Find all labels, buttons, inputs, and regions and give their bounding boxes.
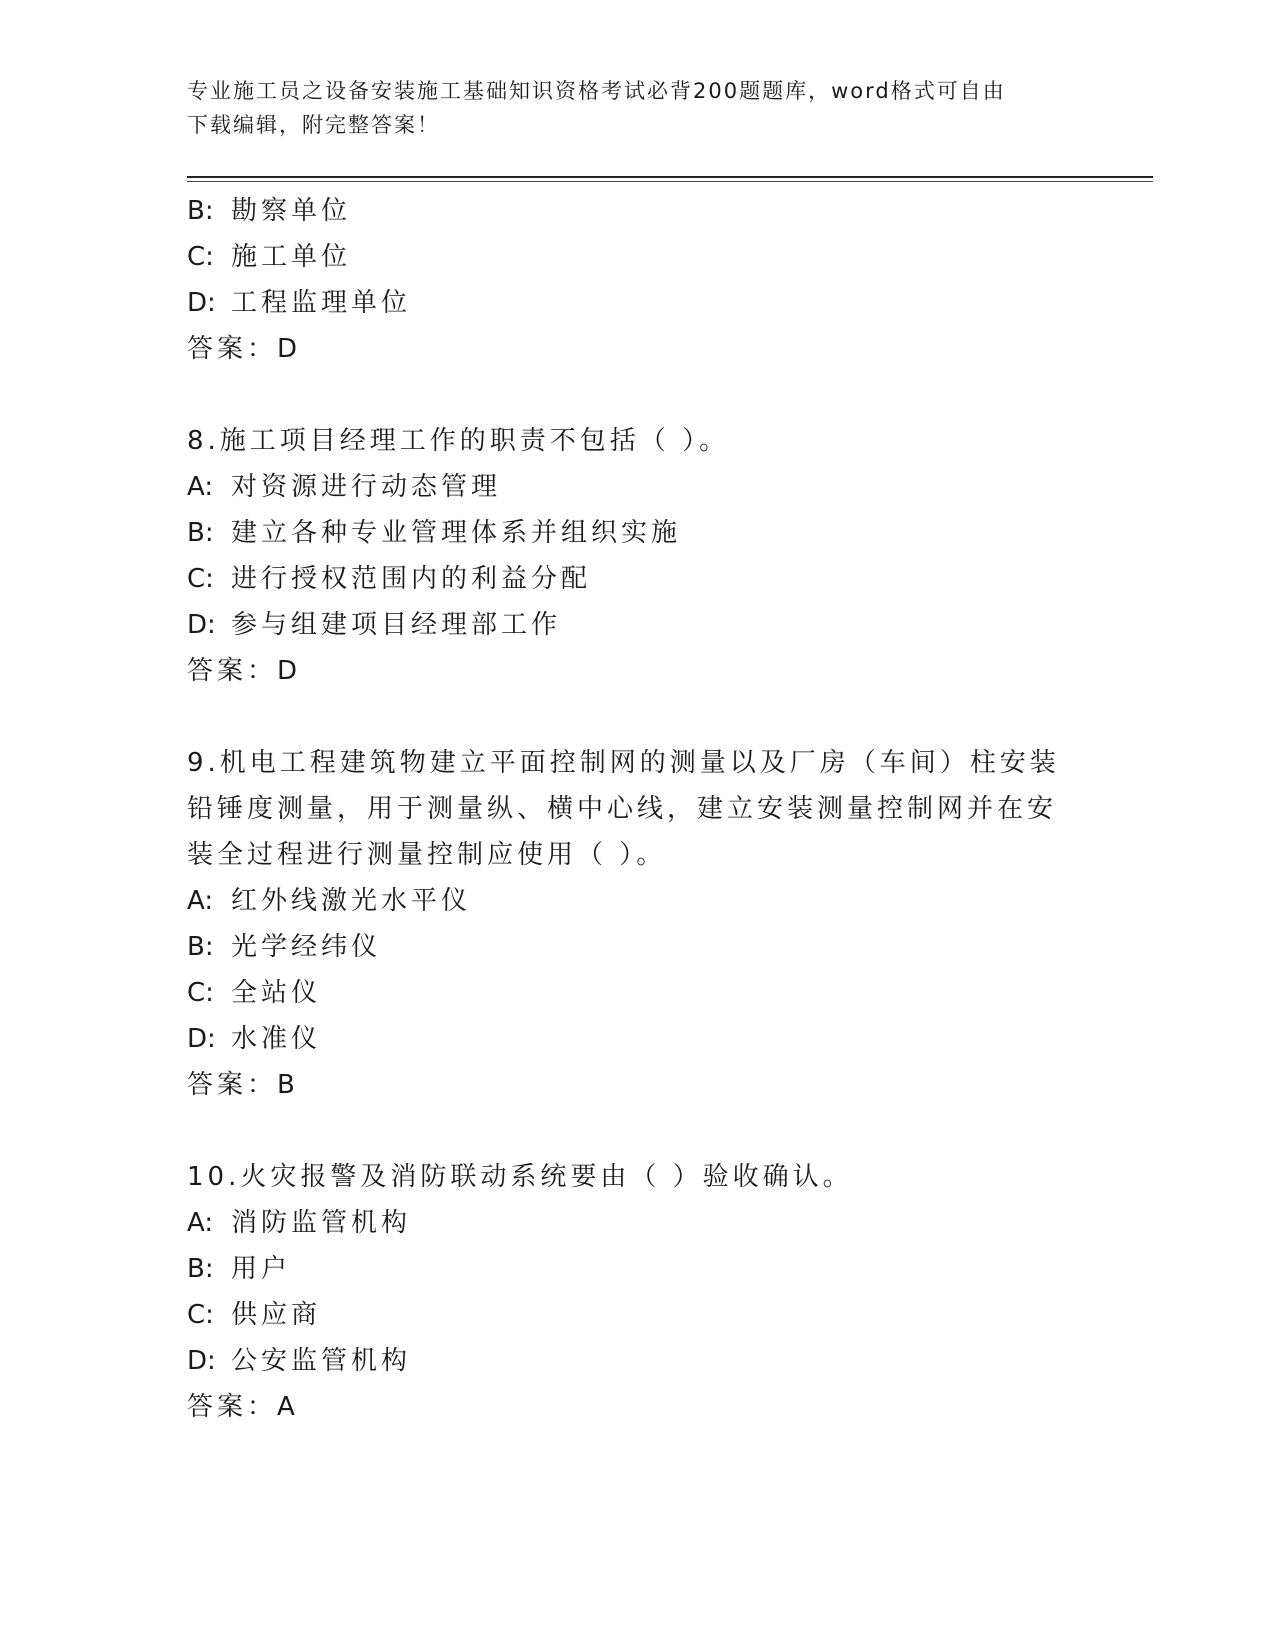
option-letter: B: — [187, 932, 214, 962]
option-text: 施工单位 — [231, 242, 352, 272]
option-b — [187, 510, 1087, 556]
carryover-question — [187, 188, 1087, 372]
question-stem: 8.施工项目经理工作的职责不包括（ ）。 — [187, 426, 730, 456]
option-d — [187, 602, 1087, 648]
question-stem: 9.机电工程建筑物建立平面控制网的测量以及厂房（车间）柱安装铅锤度测量，用于测量纵、横中心线，建立安装测量控制网并在安装全过程进行测量控制应使用（ ）。 — [187, 748, 1060, 870]
option-text: 用户 — [231, 1254, 292, 1284]
option-text: 消防监管机构 — [231, 1208, 412, 1238]
option-letter: A: — [187, 1208, 214, 1238]
option-d — [187, 1016, 1087, 1062]
answer-line: 答案：B — [187, 1070, 299, 1100]
question-body — [187, 188, 1087, 1430]
option-b — [187, 188, 1087, 234]
option-text: 对资源进行动态管理 — [231, 472, 502, 502]
option-d — [187, 1338, 1087, 1384]
option-text: 水准仪 — [231, 1024, 322, 1054]
option-letter: A: — [187, 472, 214, 502]
option-letter: D: — [187, 1346, 216, 1376]
option-a — [187, 464, 1087, 510]
header-line-2: 下载编辑，附完整答案！ — [187, 113, 440, 137]
option-a — [187, 1200, 1087, 1246]
question-9 — [187, 740, 1087, 1108]
option-letter: B: — [187, 196, 214, 226]
option-c — [187, 1292, 1087, 1338]
option-c — [187, 970, 1087, 1016]
page-header — [187, 74, 1067, 142]
option-text: 参与组建项目经理部工作 — [231, 610, 562, 640]
question-stem: 10.火灾报警及消防联动系统要由（ ）验收确认。 — [187, 1162, 853, 1192]
question-8 — [187, 418, 1087, 694]
option-letter: D: — [187, 610, 216, 640]
header-rule-thick — [187, 176, 1153, 178]
option-text: 建立各种专业管理体系并组织实施 — [231, 518, 682, 548]
answer-line: 答案：D — [187, 334, 302, 364]
answer-line: 答案：D — [187, 656, 302, 686]
option-letter: C: — [187, 1300, 214, 1330]
option-letter: B: — [187, 518, 214, 548]
spacer — [187, 372, 1087, 418]
option-d — [187, 280, 1087, 326]
option-letter: D: — [187, 1024, 216, 1054]
option-c — [187, 556, 1087, 602]
option-letter: C: — [187, 978, 214, 1008]
spacer — [187, 694, 1087, 740]
option-text: 进行授权范围内的利益分配 — [231, 564, 592, 594]
option-text: 全站仪 — [231, 978, 322, 1008]
option-text: 红外线激光水平仪 — [231, 886, 472, 916]
header-line-1: 专业施工员之设备安装施工基础知识资格考试必背200题题库，word格式可自由 — [187, 79, 1006, 103]
option-letter: B: — [187, 1254, 214, 1284]
option-text: 供应商 — [231, 1300, 322, 1330]
spacer — [187, 1108, 1087, 1154]
option-letter: D: — [187, 288, 216, 318]
option-text: 工程监理单位 — [231, 288, 412, 318]
option-b — [187, 924, 1087, 970]
option-text: 勘察单位 — [231, 196, 352, 226]
option-b — [187, 1246, 1087, 1292]
option-c — [187, 234, 1087, 280]
answer-line: 答案：A — [187, 1392, 299, 1422]
option-text: 公安监管机构 — [231, 1346, 412, 1376]
option-text: 光学经纬仪 — [231, 932, 382, 962]
header-rule-thin — [187, 181, 1153, 182]
option-a — [187, 878, 1087, 924]
question-10 — [187, 1154, 1087, 1430]
option-letter: A: — [187, 886, 214, 916]
option-letter: C: — [187, 564, 214, 594]
option-letter: C: — [187, 242, 214, 272]
